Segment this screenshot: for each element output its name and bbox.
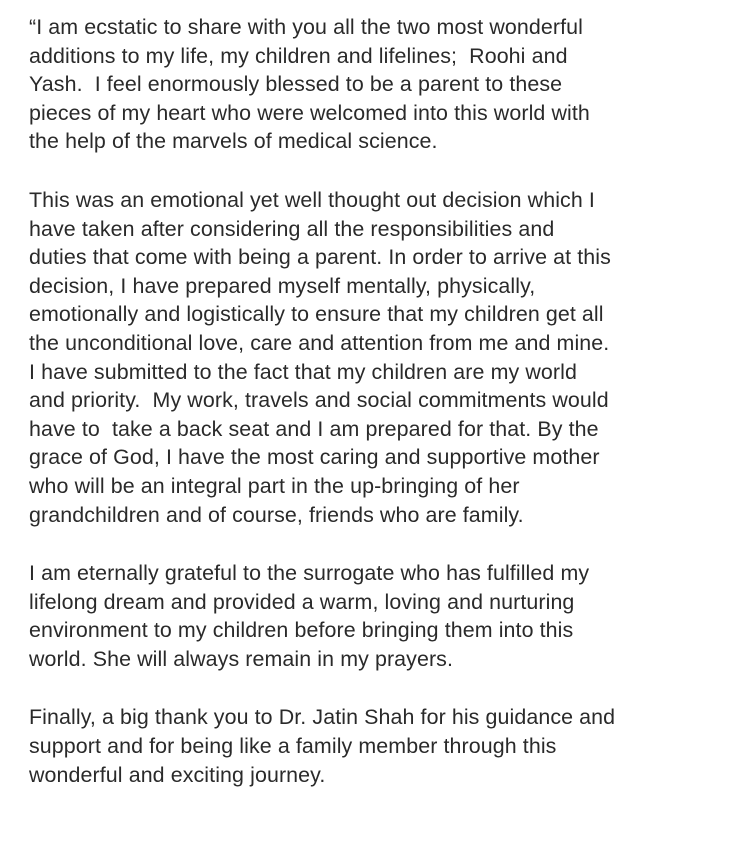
paragraph-surrogate-thanks: I am eternally grateful to the surrogate who has fulfilled my lifelong dream and provided a warm, loving and nurturing environment to my children before bringing them into this world. She will always remain in my prayers. bbox=[29, 561, 590, 671]
paragraph-spacer bbox=[29, 673, 736, 703]
paragraph-decision: This was an emotional yet well thought out decision which I have taken after considering all the responsibilities and duties that come with being a parent. In order to arrive at this decision, I have prepared myself mentally, physically, emotionally and logistically to ensure that my children get all the unconditional love, care and attention from me and mine. I have submitted to the fact that my children are my world and priority. My work, travels and social commitments would have to take a back seat and I am prepared for that. By the grace of God, I have the most caring and supportive mother who will be an integral part in the up-bringing of her grandchildren and of course, friends who are family. bbox=[29, 187, 611, 527]
paragraph-spacer bbox=[29, 529, 736, 559]
paragraph-doctor-thanks: Finally, a big thank you to Dr. Jatin Shah for his guidance and support and for being like a family member through this wonderful and exciting journey. bbox=[29, 705, 616, 787]
paragraph-spacer bbox=[29, 156, 736, 186]
paragraph-announcement: “I am ecstatic to share with you all the two most wonderful additions to my life, my children and lifelines; Roohi and Yash. I feel enormously blessed to be a parent to these pieces of my heart who were welcomed into this world with the help of the marvels of medical science. bbox=[29, 15, 590, 154]
